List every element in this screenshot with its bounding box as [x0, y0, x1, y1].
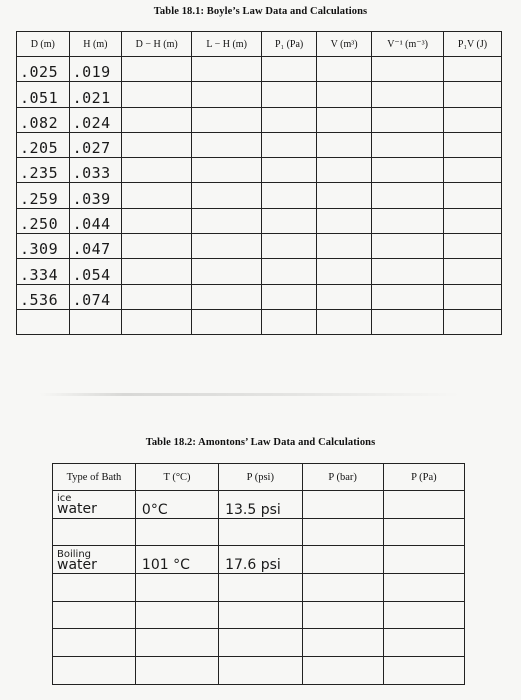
cell-p-psi: [219, 601, 302, 629]
cell-p1v: [443, 309, 501, 334]
cell-v: [317, 158, 372, 183]
cell-l-minus-h: [192, 284, 262, 309]
cell-p1: [262, 208, 317, 233]
cell-v-inverse: [372, 284, 444, 309]
cell-p1: [262, 309, 317, 334]
table2-row: [53, 657, 465, 685]
cell-d-minus-h: [122, 259, 192, 284]
cell-d-minus-h: [122, 183, 192, 208]
bath-type-line2: water: [57, 501, 97, 518]
table2-caption: Table 18.2: Amontons’ Law Data and Calculations: [145, 437, 376, 448]
col-header-p-pa: P (Pa): [383, 464, 464, 491]
cell-p1: [262, 132, 317, 157]
col-header-p1v: P₁V (J): [443, 32, 501, 57]
cell-h: .019: [69, 57, 122, 82]
cell-h: .054: [69, 259, 122, 284]
cell-h: .027: [69, 132, 122, 157]
cell-v: [317, 234, 372, 259]
cell-d-minus-h: [122, 309, 192, 334]
cell-v: [317, 259, 372, 284]
table1-row: [17, 183, 502, 208]
cell-p-bar: [302, 518, 383, 546]
cell-bath-type: [53, 657, 136, 685]
cell-v-inverse: [372, 309, 444, 334]
cell-bath-type: [53, 491, 136, 519]
table1-row: [17, 259, 502, 284]
cell-p1v: [443, 158, 501, 183]
cell-p1v: [443, 132, 501, 157]
cell-v-inverse: [372, 259, 444, 284]
col-header-p-bar: P (bar): [302, 464, 383, 491]
cell-p1v: [443, 57, 501, 82]
cell-p-psi: [219, 629, 302, 657]
cell-p-psi: 13.5 psi: [219, 491, 302, 519]
cell-p1v: [443, 107, 501, 132]
col-header-l-minus-h: L − H (m): [192, 32, 262, 57]
cell-p1v: [443, 208, 501, 233]
col-header-temp: T (°C): [135, 464, 218, 491]
cell-d: .025: [17, 57, 70, 82]
cell-p-pa: [383, 601, 464, 629]
cell-p-psi: [219, 574, 302, 602]
table2-row: [53, 574, 465, 602]
col-header-d-minus-h: D − H (m): [122, 32, 192, 57]
cell-p-bar: [302, 491, 383, 519]
table1-row: [17, 208, 502, 233]
cell-p-bar: [302, 574, 383, 602]
table1-row: [17, 57, 502, 82]
cell-v-inverse: [372, 158, 444, 183]
table2-row: [53, 601, 465, 629]
cell-d-minus-h: [122, 82, 192, 107]
cell-p-psi: [219, 518, 302, 546]
table1-row: [17, 234, 502, 259]
cell-p1: [262, 259, 317, 284]
cell-v: [317, 183, 372, 208]
cell-d: .536: [17, 284, 70, 309]
cell-temp: [135, 601, 218, 629]
cell-p-bar: [302, 546, 383, 574]
table2-row: [53, 629, 465, 657]
cell-d: .205: [17, 132, 70, 157]
cell-p-pa: [383, 657, 464, 685]
col-header-p1: P₁ (Pa): [262, 32, 317, 57]
cell-v-inverse: [372, 234, 444, 259]
cell-p1: [262, 82, 317, 107]
cell-h: .021: [69, 82, 122, 107]
cell-p1v: [443, 259, 501, 284]
cell-p-bar: [302, 601, 383, 629]
cell-p-psi: 17.6 psi: [219, 546, 302, 574]
cell-p-pa: [383, 491, 464, 519]
cell-v: [317, 284, 372, 309]
cell-temp: [135, 629, 218, 657]
cell-p1: [262, 284, 317, 309]
cell-v: [317, 107, 372, 132]
cell-p1v: [443, 183, 501, 208]
cell-v-inverse: [372, 132, 444, 157]
cell-h: .033: [69, 158, 122, 183]
cell-d-minus-h: [122, 57, 192, 82]
cell-p1: [262, 107, 317, 132]
paper-fold-mark: [40, 393, 460, 396]
cell-h: .024: [69, 107, 122, 132]
bath-type-line1: Boiling: [57, 548, 91, 560]
cell-l-minus-h: [192, 82, 262, 107]
cell-h: [69, 309, 122, 334]
cell-l-minus-h: [192, 57, 262, 82]
cell-p-pa: [383, 629, 464, 657]
table2-row: [53, 491, 465, 519]
cell-bath-type: [53, 601, 136, 629]
cell-p-pa: [383, 546, 464, 574]
table1-row: [17, 107, 502, 132]
cell-h: .044: [69, 208, 122, 233]
cell-d-minus-h: [122, 107, 192, 132]
cell-d: [17, 309, 70, 334]
table1-caption: Table 18.1: Boyle’s Law Data and Calculations: [153, 6, 368, 17]
cell-h: .039: [69, 183, 122, 208]
table1-row: [17, 309, 502, 334]
cell-v: [317, 309, 372, 334]
cell-d: .309: [17, 234, 70, 259]
cell-temp: 101 °C: [135, 546, 218, 574]
table2-header-row: [53, 464, 465, 491]
cell-bath-type: [53, 518, 136, 546]
cell-d-minus-h: [122, 208, 192, 233]
cell-temp: 0°C: [135, 491, 218, 519]
cell-temp: [135, 657, 218, 685]
table1-row: [17, 82, 502, 107]
cell-d: .235: [17, 158, 70, 183]
col-header-d: D (m): [17, 32, 70, 57]
cell-l-minus-h: [192, 234, 262, 259]
col-header-h: H (m): [69, 32, 122, 57]
cell-v: [317, 208, 372, 233]
cell-temp: [135, 574, 218, 602]
cell-v: [317, 132, 372, 157]
cell-bath-type: [53, 574, 136, 602]
cell-l-minus-h: [192, 132, 262, 157]
cell-p-pa: [383, 574, 464, 602]
cell-p1v: [443, 82, 501, 107]
cell-h: .074: [69, 284, 122, 309]
table2-row: [53, 546, 465, 574]
cell-p1v: [443, 284, 501, 309]
cell-l-minus-h: [192, 107, 262, 132]
cell-d: .051: [17, 82, 70, 107]
cell-bath-type: [53, 629, 136, 657]
col-header-bath: Type of Bath: [53, 464, 136, 491]
cell-d: .082: [17, 107, 70, 132]
table1-row: [17, 284, 502, 309]
cell-p1: [262, 183, 317, 208]
cell-p1v: [443, 234, 501, 259]
cell-l-minus-h: [192, 183, 262, 208]
cell-v-inverse: [372, 107, 444, 132]
bath-type-line2: water: [57, 556, 97, 573]
cell-v: [317, 82, 372, 107]
cell-v-inverse: [372, 82, 444, 107]
table1-row: [17, 158, 502, 183]
cell-d-minus-h: [122, 284, 192, 309]
amontons-law-table: [52, 463, 465, 685]
cell-p-bar: [302, 657, 383, 685]
col-header-p-psi: P (psi): [219, 464, 302, 491]
bath-type-line1: ice: [57, 493, 72, 505]
cell-temp: [135, 518, 218, 546]
col-header-v-inverse: V⁻¹ (m⁻³): [372, 32, 444, 57]
cell-l-minus-h: [192, 208, 262, 233]
table2-row: [53, 518, 465, 546]
cell-l-minus-h: [192, 259, 262, 284]
cell-p1: [262, 57, 317, 82]
cell-v-inverse: [372, 208, 444, 233]
col-header-v: V (m³): [317, 32, 372, 57]
cell-p-pa: [383, 518, 464, 546]
cell-v: [317, 57, 372, 82]
boyles-law-table: [16, 31, 502, 335]
cell-p-psi: [219, 657, 302, 685]
cell-v-inverse: [372, 183, 444, 208]
cell-p1: [262, 158, 317, 183]
cell-d: .259: [17, 183, 70, 208]
cell-d: .334: [17, 259, 70, 284]
cell-p-bar: [302, 629, 383, 657]
cell-d-minus-h: [122, 158, 192, 183]
cell-v-inverse: [372, 57, 444, 82]
cell-d-minus-h: [122, 234, 192, 259]
table1-row: [17, 132, 502, 157]
table1-header-row: [17, 32, 502, 57]
cell-p1: [262, 234, 317, 259]
cell-h: .047: [69, 234, 122, 259]
cell-d: .250: [17, 208, 70, 233]
cell-l-minus-h: [192, 309, 262, 334]
cell-bath-type: [53, 546, 136, 574]
cell-l-minus-h: [192, 158, 262, 183]
cell-d-minus-h: [122, 132, 192, 157]
